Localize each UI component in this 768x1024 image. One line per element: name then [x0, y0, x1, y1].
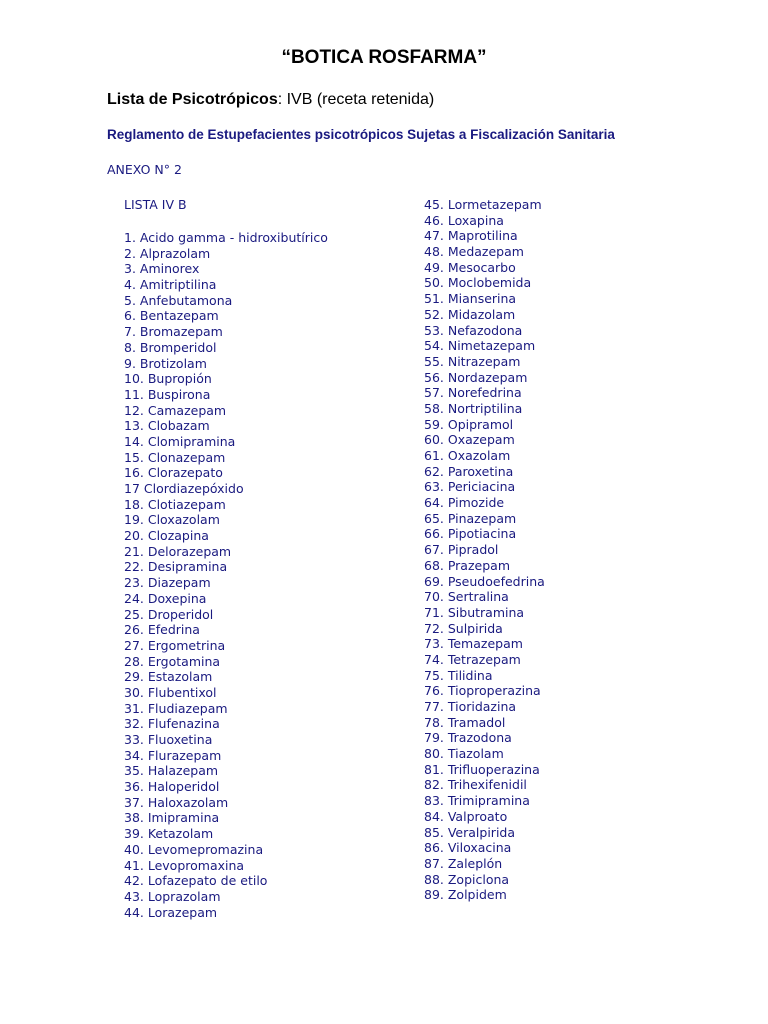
drug-list-item: 7. Bromazepam: [124, 324, 223, 340]
drug-list-item: 19. Cloxazolam: [124, 512, 220, 528]
drug-list-item: 74. Tetrazepam: [424, 651, 521, 667]
drug-list-item: 71. Sibutramina: [424, 604, 525, 620]
drug-list-item: 37. Haloxazolam: [124, 794, 229, 810]
drug-list-item: 20. Clozapina: [124, 528, 209, 544]
drug-list-item: 36. Haloperidol: [124, 779, 220, 795]
drug-list-item: 26. Efedrina: [124, 622, 200, 638]
drug-list-item: 84. Valproato: [424, 808, 508, 824]
regulation-title: Reglamento de Estupefacientes psicotrópicos Sujetas a Fiscalización Sanitaria: [107, 127, 615, 142]
drug-list-item: 3. Aminorex: [124, 261, 200, 277]
drug-list-item: 49. Mesocarbo: [424, 259, 516, 275]
drug-list-item: 10. Bupropión: [124, 371, 212, 387]
drug-list-item: 79. Trazodona: [424, 730, 512, 746]
drug-list-item: 80. Tiazolam: [424, 746, 504, 762]
drug-list-item: 30. Flubentixol: [124, 684, 217, 700]
drug-list-item: 70. Sertralina: [424, 589, 509, 605]
drug-list-item: 44. Lorazepam: [124, 904, 218, 920]
drug-list-item: 39. Ketazolam: [124, 826, 214, 842]
list-heading: [107, 91, 434, 109]
drug-list-item: 2. Alprazolam: [124, 245, 211, 261]
drug-list-item: 32. Flufenazina: [124, 716, 220, 732]
drug-list-item: 56. Nordazepam: [424, 369, 528, 385]
sublist-label: LISTA IV B: [124, 197, 187, 212]
drug-list-item: 45. Lormetazepam: [424, 197, 542, 212]
drug-list-item: 4. Amitriptilina: [124, 277, 217, 293]
drug-list-item: 81. Trifluoperazina: [424, 761, 540, 777]
drug-list-item: 28. Ergotamina: [124, 653, 221, 669]
drug-list-item: 63. Periciacina: [424, 479, 516, 495]
drug-list-item: 47. Maprotilina: [424, 228, 518, 244]
drug-list-item: 86. Viloxacina: [424, 840, 512, 856]
drug-list-item: 9. Brotizolam: [124, 355, 207, 371]
page-title: “BOTICA ROSFARMA”: [281, 47, 487, 68]
drug-list-item: 76. Tioproperazina: [424, 683, 541, 699]
list-heading-value: : IVB (receta retenida): [277, 91, 435, 108]
drug-list-item: 77. Tioridazina: [424, 699, 517, 714]
drug-list-item: 18. Clotiazepam: [124, 496, 226, 512]
drug-list-item: 87. Zaleplón: [424, 855, 503, 871]
drug-list-right: [424, 197, 545, 903]
drug-list-item: 12. Camazepam: [124, 402, 227, 418]
drug-list-item: 35. Halazepam: [124, 763, 219, 779]
drug-list-item: 8. Bromperidol: [124, 339, 217, 355]
drug-list-item: 61. Oxazolam: [424, 448, 511, 463]
drug-list-item: 60. Oxazepam: [424, 432, 515, 448]
annex-label: ANEXO N° 2: [107, 162, 182, 177]
drug-list-item: 85. Veralpirida: [424, 824, 516, 840]
drug-list-item: 57. Norefedrina: [424, 385, 522, 401]
drug-list-item: 64. Pimozide: [424, 495, 505, 511]
drug-list-item: 78. Tramadol: [424, 714, 506, 730]
drug-list-item: 22. Desipramina: [124, 559, 228, 575]
drug-list-item: 51. Mianserina: [424, 291, 517, 307]
drug-list-item: 16. Clorazepato: [124, 465, 223, 481]
drug-list-item: 5. Anfebutamona: [124, 292, 233, 308]
drug-list-item: 73. Temazepam: [424, 636, 523, 652]
drug-list-item: 21. Delorazepam: [124, 543, 232, 559]
drug-list-item: 24. Doxepina: [124, 590, 207, 606]
drug-list-item: 72. Sulpirida: [424, 620, 503, 636]
drug-list-item: 52. Midazolam: [424, 306, 516, 322]
drug-list-item: 50. Moclobemida: [424, 275, 532, 291]
drug-list-item: 40. Levomepromazina: [124, 841, 264, 857]
drug-list-item: 34. Flurazepam: [124, 747, 222, 763]
list-heading-label: Lista de Psicotrópicos: [107, 91, 278, 108]
drug-list-item: 41. Levopromaxina: [124, 857, 245, 873]
drug-list-item: 6. Bentazepam: [124, 308, 219, 324]
drug-list-item: 33. Fluoxetina: [124, 732, 213, 747]
drug-list-left: [124, 230, 328, 920]
drug-list-item: 31. Fludiazepam: [124, 700, 228, 716]
drug-list-item: 69. Pseudoefedrina: [424, 573, 545, 589]
drug-list-item: 23. Diazepam: [124, 575, 211, 591]
drug-list-item: 17 Clordiazepóxido: [124, 481, 244, 496]
drug-list-item: 88. Zopiclona: [424, 871, 510, 887]
drug-list-item: 38. Imipramina: [124, 810, 220, 826]
drug-list-item: 83. Trimipramina: [424, 793, 530, 809]
drug-list-item: 67. Pipradol: [424, 542, 499, 558]
drug-list-item: 54. Nimetazepam: [424, 338, 536, 354]
drug-list-item: 62. Paroxetina: [424, 463, 514, 479]
drug-list-item: 55. Nitrazepam: [424, 353, 521, 369]
drug-list-item: 65. Pinazepam: [424, 510, 517, 526]
drug-list-item: 89. Zolpidem: [424, 887, 507, 903]
drug-list-item: 29. Estazolam: [124, 669, 213, 685]
drug-list-item: 14. Clomipramina: [124, 433, 236, 449]
drug-list-item: 68. Prazepam: [424, 557, 510, 573]
drug-list-item: 53. Nefazodona: [424, 322, 523, 338]
drug-list-item: 46. Loxapina: [424, 212, 504, 228]
drug-list-item: 15. Clonazepam: [124, 449, 226, 465]
drug-list-item: 27. Ergometrina: [124, 637, 226, 653]
drug-list-item: 42. Lofazepato de etilo: [124, 873, 268, 889]
drug-list-item: 48. Medazepam: [424, 244, 524, 260]
drug-list-item: 82. Trihexifenidil: [424, 777, 527, 793]
drug-list-item: 75. Tilidina: [424, 667, 493, 683]
drug-list-item: 58. Nortriptilina: [424, 400, 523, 416]
drug-list-item: 43. Loprazolam: [124, 888, 221, 904]
drug-list-item: 1. Acido gamma - hidroxibutírico: [124, 230, 328, 245]
drug-list-item: 59. Opipramol: [424, 416, 514, 432]
drug-list-item: 66. Pipotiacina: [424, 526, 517, 542]
drug-list-item: 13. Clobazam: [124, 418, 210, 434]
drug-list-item: 11. Buspirona: [124, 386, 211, 402]
drug-list-item: 25. Droperidol: [124, 606, 214, 622]
